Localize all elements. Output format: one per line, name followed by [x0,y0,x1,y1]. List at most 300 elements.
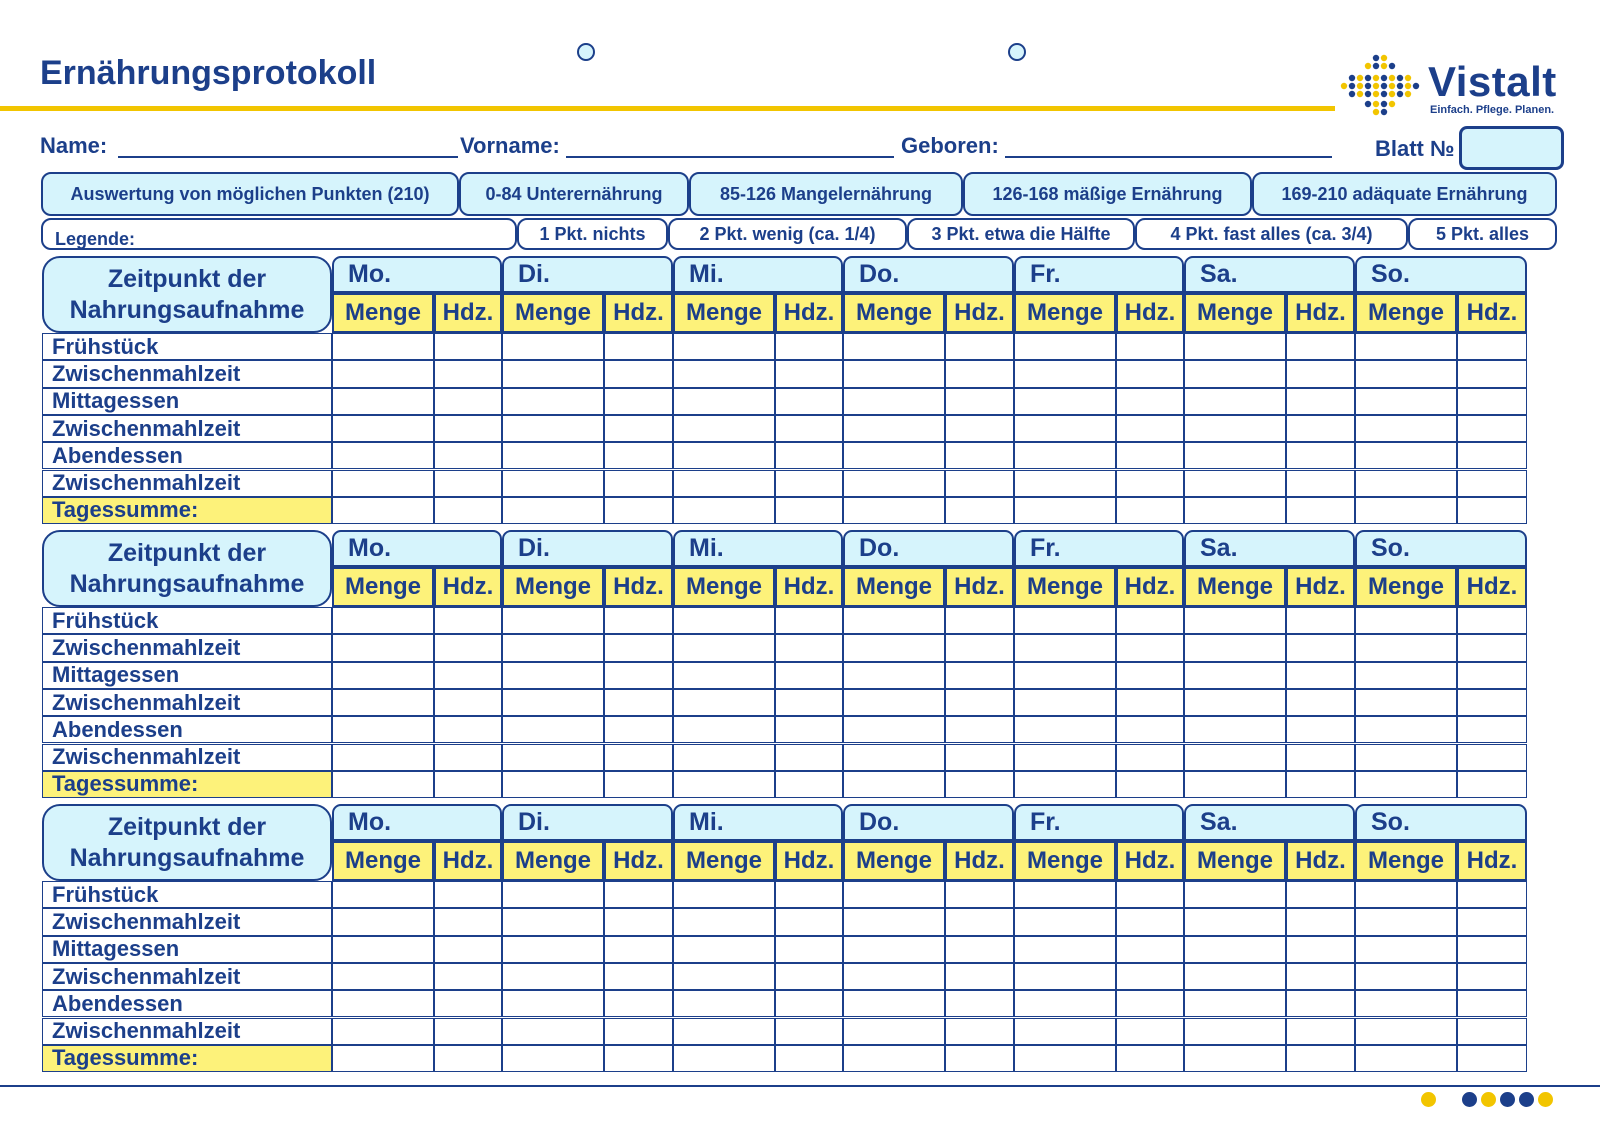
menge-cell[interactable] [673,744,775,771]
menge-cell[interactable] [502,607,604,634]
menge-cell[interactable] [502,1045,604,1072]
hdz-cell[interactable] [1286,388,1355,415]
menge-cell[interactable] [673,881,775,908]
hdz-cell[interactable] [434,415,502,442]
hdz-cell[interactable] [775,908,843,935]
menge-cell[interactable] [332,716,434,743]
hdz-cell[interactable] [945,963,1014,990]
menge-cell[interactable] [1184,881,1286,908]
hdz-cell[interactable] [434,881,502,908]
hdz-cell[interactable] [434,662,502,689]
menge-cell[interactable] [1184,470,1286,497]
hdz-cell[interactable] [1286,360,1355,387]
hdz-cell[interactable] [775,881,843,908]
hdz-cell[interactable] [775,936,843,963]
hdz-cell[interactable] [775,333,843,360]
hdz-cell[interactable] [604,744,673,771]
hdz-cell[interactable] [945,497,1014,524]
hdz-cell[interactable] [434,1018,502,1045]
hdz-cell[interactable] [1457,1018,1527,1045]
menge-cell[interactable] [502,908,604,935]
hdz-cell[interactable] [434,936,502,963]
hdz-cell[interactable] [775,442,843,469]
menge-cell[interactable] [1184,963,1286,990]
hdz-cell[interactable] [1116,689,1184,716]
menge-cell[interactable] [502,990,604,1017]
menge-cell[interactable] [1014,333,1116,360]
hdz-cell[interactable] [604,415,673,442]
hdz-cell[interactable] [775,771,843,798]
menge-cell[interactable] [673,333,775,360]
menge-cell[interactable] [1355,908,1457,935]
hdz-cell[interactable] [945,634,1014,661]
hdz-cell[interactable] [1116,415,1184,442]
menge-cell[interactable] [843,744,945,771]
menge-cell[interactable] [673,936,775,963]
hdz-cell[interactable] [775,360,843,387]
hdz-cell[interactable] [1116,963,1184,990]
hdz-cell[interactable] [604,963,673,990]
hdz-cell[interactable] [1286,990,1355,1017]
hdz-cell[interactable] [945,936,1014,963]
hdz-cell[interactable] [1457,415,1527,442]
hdz-cell[interactable] [1286,936,1355,963]
hdz-cell[interactable] [775,470,843,497]
hdz-cell[interactable] [775,634,843,661]
menge-cell[interactable] [1014,744,1116,771]
hdz-cell[interactable] [434,360,502,387]
menge-cell[interactable] [332,990,434,1017]
menge-cell[interactable] [1014,1018,1116,1045]
hdz-cell[interactable] [1116,771,1184,798]
hdz-cell[interactable] [434,497,502,524]
menge-cell[interactable] [1014,716,1116,743]
hdz-cell[interactable] [604,360,673,387]
menge-cell[interactable] [673,607,775,634]
hdz-cell[interactable] [945,689,1014,716]
hdz-cell[interactable] [434,990,502,1017]
hdz-cell[interactable] [1286,607,1355,634]
menge-cell[interactable] [332,415,434,442]
menge-cell[interactable] [502,470,604,497]
menge-cell[interactable] [1184,607,1286,634]
menge-cell[interactable] [843,388,945,415]
menge-cell[interactable] [332,689,434,716]
hdz-cell[interactable] [1457,333,1527,360]
menge-cell[interactable] [1014,415,1116,442]
blatt-label: Blatt № [1375,136,1455,161]
menge-cell[interactable] [502,771,604,798]
menge-cell[interactable] [1355,470,1457,497]
menge-cell[interactable] [502,1018,604,1045]
menge-cell[interactable] [843,634,945,661]
hdz-cell[interactable] [775,607,843,634]
menge-cell[interactable] [1014,990,1116,1017]
hdz-cell[interactable] [1116,936,1184,963]
menge-cell[interactable] [502,388,604,415]
menge-cell[interactable] [843,689,945,716]
hdz-cell[interactable] [775,1018,843,1045]
menge-cell[interactable] [1184,716,1286,743]
menge-cell[interactable] [332,1045,434,1072]
hdz-cell[interactable] [604,936,673,963]
hdz-cell[interactable] [1457,607,1527,634]
menge-cell[interactable] [1014,963,1116,990]
menge-cell[interactable] [673,470,775,497]
menge-cell[interactable] [1355,388,1457,415]
menge-cell[interactable] [1184,442,1286,469]
hdz-cell[interactable] [434,689,502,716]
menge-cell[interactable] [1184,908,1286,935]
menge-cell[interactable] [1355,936,1457,963]
hdz-cell[interactable] [434,388,502,415]
menge-cell[interactable] [1014,470,1116,497]
hdz-cell[interactable] [945,333,1014,360]
hdz-cell[interactable] [945,881,1014,908]
hdz-cell[interactable] [1286,415,1355,442]
hdz-cell[interactable] [434,442,502,469]
menge-cell[interactable] [1355,333,1457,360]
menge-cell[interactable] [332,963,434,990]
menge-cell[interactable] [1184,744,1286,771]
menge-cell[interactable] [502,415,604,442]
menge-cell[interactable] [1184,415,1286,442]
hdz-cell[interactable] [604,881,673,908]
vorname-field[interactable] [566,156,894,158]
menge-cell[interactable] [1184,936,1286,963]
menge-cell[interactable] [1184,634,1286,661]
hdz-cell[interactable] [604,607,673,634]
hdz-cell[interactable] [1457,744,1527,771]
hdz-cell[interactable] [604,333,673,360]
hdz-cell[interactable] [1457,908,1527,935]
menge-cell[interactable] [673,360,775,387]
menge-cell[interactable] [1184,497,1286,524]
menge-cell[interactable] [673,634,775,661]
hdz-cell[interactable] [604,442,673,469]
hdz-cell[interactable] [434,470,502,497]
menge-cell[interactable] [502,360,604,387]
menge-cell[interactable] [843,990,945,1017]
menge-cell[interactable] [1355,990,1457,1017]
hdz-cell[interactable] [434,963,502,990]
menge-cell[interactable] [1184,360,1286,387]
hdz-cell[interactable] [1457,881,1527,908]
hdz-cell[interactable] [1116,908,1184,935]
hdz-cell[interactable] [1286,333,1355,360]
name-field[interactable] [118,156,458,158]
hdz-cell[interactable] [1457,662,1527,689]
menge-cell[interactable] [502,744,604,771]
hdz-cell[interactable] [1457,360,1527,387]
menge-cell[interactable] [843,497,945,524]
menge-cell[interactable] [332,908,434,935]
menge-cell[interactable] [502,497,604,524]
menge-cell[interactable] [332,470,434,497]
menge-cell[interactable] [1184,990,1286,1017]
menge-cell[interactable] [502,634,604,661]
menge-cell[interactable] [843,908,945,935]
menge-cell[interactable] [1355,771,1457,798]
hdz-cell[interactable] [434,771,502,798]
menge-cell[interactable] [1355,360,1457,387]
hdz-cell[interactable] [945,415,1014,442]
hdz-cell[interactable] [604,497,673,524]
hdz-cell[interactable] [775,963,843,990]
hdz-cell[interactable] [775,990,843,1017]
hdz-cell[interactable] [945,716,1014,743]
hdz-cell[interactable] [1286,716,1355,743]
hdz-cell[interactable] [1286,1018,1355,1045]
hdz-cell[interactable] [1286,442,1355,469]
hdz-cell[interactable] [775,716,843,743]
hdz-cell[interactable] [1457,936,1527,963]
menge-cell[interactable] [332,607,434,634]
hdz-cell[interactable] [1116,881,1184,908]
menge-cell[interactable] [843,662,945,689]
menge-cell[interactable] [843,771,945,798]
menge-cell[interactable] [332,936,434,963]
blatt-number-field[interactable] [1459,126,1564,170]
menge-cell[interactable] [1014,771,1116,798]
menge-cell[interactable] [843,360,945,387]
hdz-cell[interactable] [604,388,673,415]
hdz-cell[interactable] [604,771,673,798]
hdz-cell[interactable] [945,990,1014,1017]
hdz-cell[interactable] [1286,1045,1355,1072]
hdz-cell[interactable] [1116,744,1184,771]
hdz-cell[interactable] [1116,1045,1184,1072]
menge-cell[interactable] [843,470,945,497]
hdz-cell[interactable] [1116,360,1184,387]
menge-cell[interactable] [502,662,604,689]
menge-cell[interactable] [673,415,775,442]
menge-cell[interactable] [843,881,945,908]
menge-cell[interactable] [1184,388,1286,415]
hdz-cell[interactable] [434,1045,502,1072]
hdz-cell[interactable] [1286,689,1355,716]
hdz-cell[interactable] [1286,908,1355,935]
hdz-cell[interactable] [945,360,1014,387]
menge-cell[interactable] [332,744,434,771]
menge-cell[interactable] [1014,908,1116,935]
menge-cell[interactable] [1184,662,1286,689]
hdz-cell[interactable] [1286,771,1355,798]
hdz-cell[interactable] [1286,497,1355,524]
hdz-cell[interactable] [945,771,1014,798]
menge-cell[interactable] [673,963,775,990]
menge-cell[interactable] [1355,497,1457,524]
hdz-cell[interactable] [945,388,1014,415]
geboren-field[interactable] [1005,156,1332,158]
hdz-cell[interactable] [1116,1018,1184,1045]
hdz-cell[interactable] [1457,990,1527,1017]
menge-cell[interactable] [1355,1018,1457,1045]
menge-cell[interactable] [1355,607,1457,634]
hdz-cell[interactable] [945,470,1014,497]
hdz-cell[interactable] [945,442,1014,469]
menge-cell[interactable] [502,716,604,743]
hdz-cell[interactable] [775,497,843,524]
menge-cell[interactable] [332,662,434,689]
menge-cell[interactable] [332,442,434,469]
menge-cell[interactable] [1355,689,1457,716]
hdz-cell[interactable] [775,1045,843,1072]
menge-cell[interactable] [1355,744,1457,771]
hdz-cell[interactable] [945,1045,1014,1072]
menge-cell[interactable] [502,881,604,908]
menge-cell[interactable] [1355,881,1457,908]
hdz-cell[interactable] [434,744,502,771]
hdz-cell[interactable] [604,716,673,743]
menge-cell[interactable] [843,333,945,360]
hdz-cell[interactable] [604,662,673,689]
menge-cell[interactable] [1355,415,1457,442]
menge-cell[interactable] [1014,360,1116,387]
menge-cell[interactable] [1184,1045,1286,1072]
hdz-cell[interactable] [1116,716,1184,743]
menge-cell[interactable] [502,936,604,963]
menge-cell[interactable] [1355,963,1457,990]
menge-cell[interactable] [673,662,775,689]
menge-cell[interactable] [673,908,775,935]
hdz-cell[interactable] [945,662,1014,689]
hdz-cell[interactable] [604,1018,673,1045]
hdz-cell[interactable] [604,470,673,497]
hdz-cell[interactable] [945,1018,1014,1045]
hdz-cell[interactable] [1116,497,1184,524]
menge-cell[interactable] [1184,689,1286,716]
hdz-cell[interactable] [775,744,843,771]
hdz-cell[interactable] [1116,333,1184,360]
menge-cell[interactable] [673,442,775,469]
hdz-cell[interactable] [1286,662,1355,689]
menge-cell[interactable] [332,497,434,524]
hdz-cell[interactable] [434,716,502,743]
menge-cell[interactable] [843,442,945,469]
menge-cell[interactable] [843,1018,945,1045]
menge-cell[interactable] [332,360,434,387]
hdz-cell[interactable] [1457,771,1527,798]
menge-cell[interactable] [843,936,945,963]
menge-cell[interactable] [1355,716,1457,743]
menge-cell[interactable] [673,1045,775,1072]
hdz-cell[interactable] [1457,689,1527,716]
hdz-cell[interactable] [775,689,843,716]
hdz-cell[interactable] [775,662,843,689]
hdz-cell[interactable] [1286,744,1355,771]
menge-cell[interactable] [1184,333,1286,360]
hdz-cell[interactable] [604,1045,673,1072]
hdz-cell[interactable] [775,388,843,415]
menge-cell[interactable] [1014,607,1116,634]
hdz-cell[interactable] [1116,607,1184,634]
hdz-cell[interactable] [945,908,1014,935]
hdz-cell[interactable] [1286,634,1355,661]
hdz-cell[interactable] [1286,470,1355,497]
menge-header: Menge [332,567,434,607]
hdz-cell[interactable] [1116,662,1184,689]
hdz-cell[interactable] [945,607,1014,634]
menge-cell[interactable] [673,771,775,798]
menge-cell[interactable] [1355,1045,1457,1072]
menge-cell[interactable] [332,634,434,661]
menge-cell[interactable] [1014,662,1116,689]
hdz-cell[interactable] [604,634,673,661]
menge-cell[interactable] [673,388,775,415]
menge-cell[interactable] [1014,936,1116,963]
hdz-cell[interactable] [1286,881,1355,908]
hdz-cell[interactable] [1457,442,1527,469]
hdz-cell[interactable] [945,744,1014,771]
hdz-cell[interactable] [1457,634,1527,661]
menge-cell[interactable] [1014,881,1116,908]
hdz-cell[interactable] [604,990,673,1017]
menge-cell[interactable] [1014,1045,1116,1072]
hdz-cell[interactable] [1116,990,1184,1017]
menge-cell[interactable] [1014,388,1116,415]
menge-cell[interactable] [843,607,945,634]
menge-cell[interactable] [1355,442,1457,469]
hdz-cell[interactable] [1457,963,1527,990]
menge-cell[interactable] [673,716,775,743]
hdz-cell[interactable] [775,415,843,442]
hdz-cell[interactable] [1457,716,1527,743]
hdz-cell[interactable] [434,607,502,634]
menge-cell[interactable] [332,388,434,415]
menge-cell[interactable] [502,963,604,990]
hdz-cell[interactable] [604,689,673,716]
hdz-cell[interactable] [1116,470,1184,497]
menge-cell[interactable] [843,415,945,442]
hdz-cell[interactable] [1457,388,1527,415]
hdz-cell[interactable] [434,333,502,360]
hdz-cell[interactable] [1457,497,1527,524]
hdz-cell[interactable] [1116,388,1184,415]
menge-cell[interactable] [843,716,945,743]
menge-cell[interactable] [332,771,434,798]
menge-cell[interactable] [1014,634,1116,661]
menge-cell[interactable] [1184,1018,1286,1045]
menge-cell[interactable] [843,1045,945,1072]
menge-cell[interactable] [332,1018,434,1045]
hdz-cell[interactable] [1116,442,1184,469]
menge-cell[interactable] [332,881,434,908]
menge-cell[interactable] [673,689,775,716]
menge-cell[interactable] [1014,689,1116,716]
menge-cell[interactable] [1184,771,1286,798]
menge-cell[interactable] [673,497,775,524]
menge-cell[interactable] [673,990,775,1017]
hdz-cell[interactable] [1457,1045,1527,1072]
menge-cell[interactable] [843,963,945,990]
hdz-cell[interactable] [1457,470,1527,497]
menge-cell[interactable] [502,442,604,469]
menge-cell[interactable] [1014,497,1116,524]
menge-cell[interactable] [1355,634,1457,661]
hdz-cell[interactable] [434,634,502,661]
menge-cell[interactable] [1355,662,1457,689]
menge-cell[interactable] [502,333,604,360]
hdz-cell[interactable] [604,908,673,935]
hdz-cell[interactable] [1116,634,1184,661]
menge-cell[interactable] [502,689,604,716]
menge-cell[interactable] [1014,442,1116,469]
hdz-cell[interactable] [1286,963,1355,990]
hdz-cell[interactable] [434,908,502,935]
menge-cell[interactable] [332,333,434,360]
menge-cell[interactable] [673,1018,775,1045]
